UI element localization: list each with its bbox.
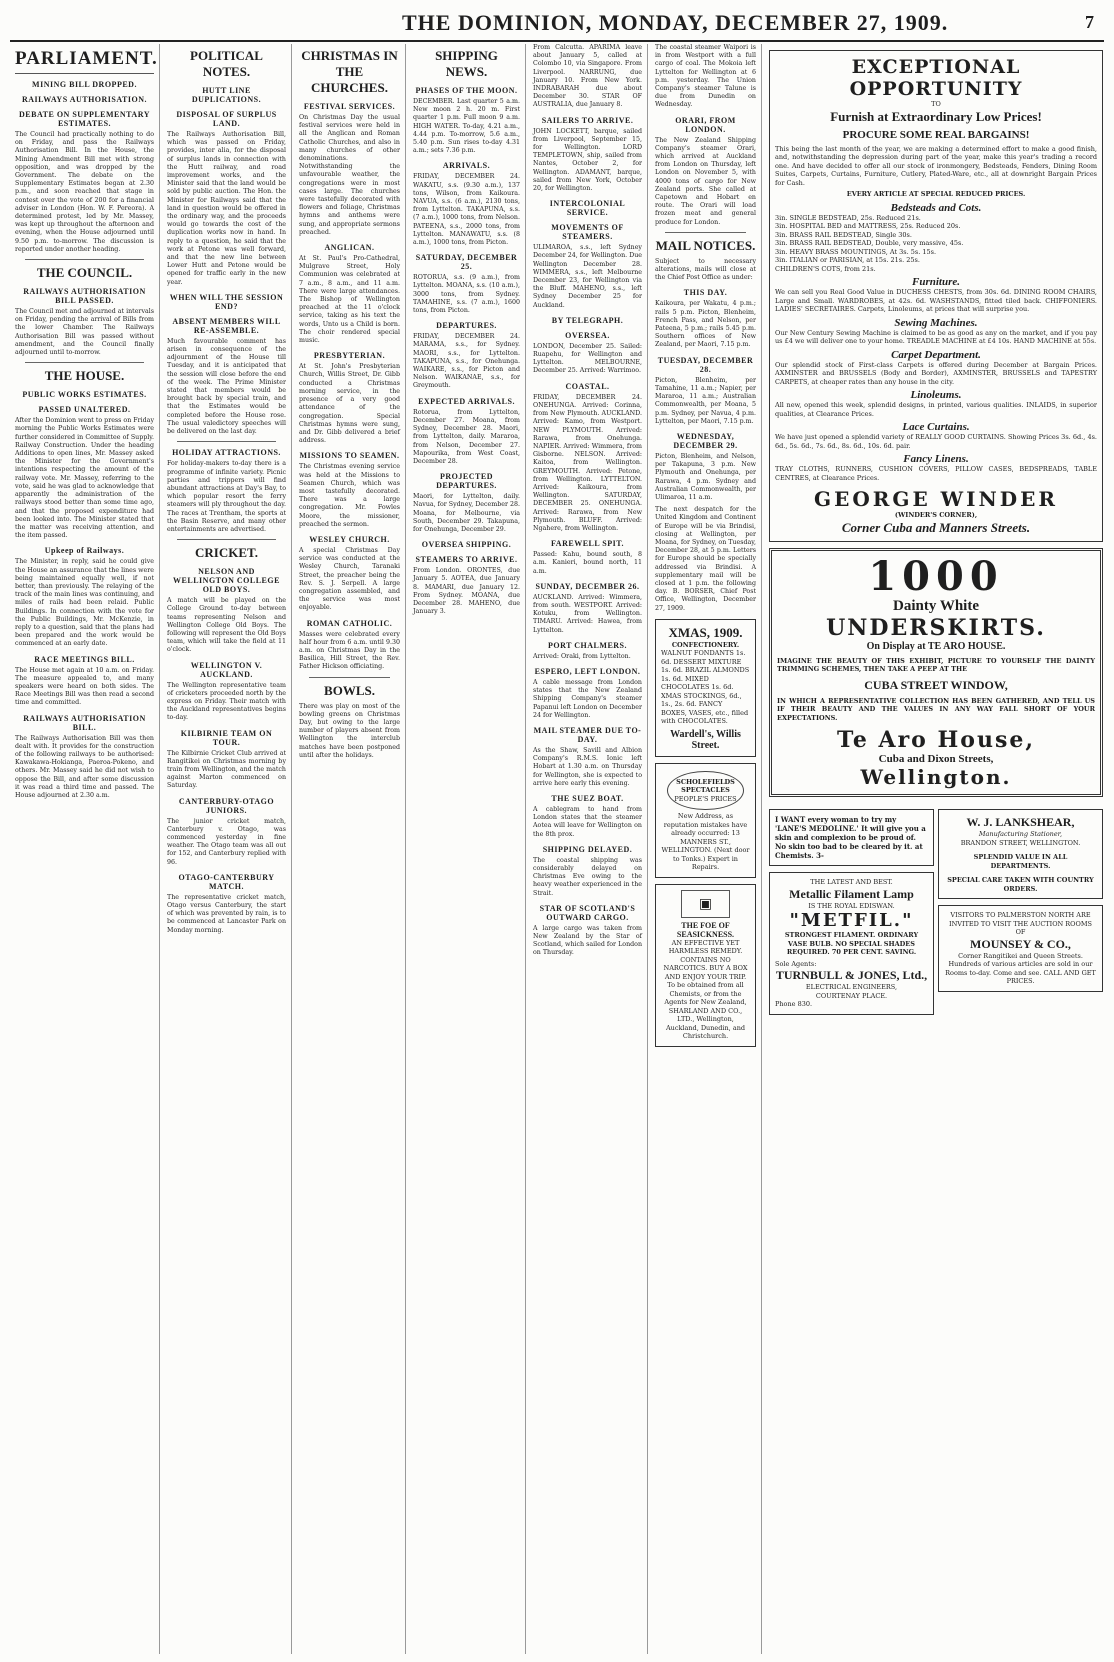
- subheading: MAIL STEAMER DUE TO-DAY.: [533, 725, 642, 744]
- parliament-heading: PARLIAMENT.: [15, 48, 154, 74]
- spectacles-sub: PEOPLE'S PRICES: [674, 794, 737, 803]
- every-article: EVERY ARTICLE AT SPECIAL REDUCED PRICES.: [846, 190, 1026, 198]
- subheading: KILBIRNIE TEAM ON TOUR.: [180, 728, 273, 747]
- mounsey-name: MOUNSEY & CO.,: [970, 936, 1071, 951]
- subheading: RACE MEETINGS BILL.: [34, 654, 135, 664]
- mail-notices-heading: MAIL NOTICES.: [655, 237, 756, 253]
- article-text: Rotorua, from Lyttelton, December 27. Moana, from Sydney, December 28. Maori, from Lyttelton, daily. Mararoa, from Nelson, December 27. Mapourika, from West Coast, December 28.: [413, 408, 520, 465]
- subheading: ESPERO, LEFT LONDON.: [534, 666, 641, 676]
- article-text: The coastal steamer Waipori is in from Westport with a full cargo of coal. The Mokoia left Lyttelton for Wellington at 6 p.m. yesterday. The Union Company's steamer Talune is due from Dunedin on Wednesday.: [655, 44, 756, 109]
- article-text: LONDON, December 25. Sailed: Ruapehu, for Wellington and Lyttelton. MELBOURNE, December 25. Arrived: Warrimoo.: [533, 342, 642, 375]
- subheading: SAILERS TO ARRIVE.: [541, 115, 634, 125]
- subheading: THIS DAY.: [683, 288, 728, 298]
- bed-item: 3in. BRASS RAIL BEDSTEAD, Double, very massive, 45s.: [775, 239, 964, 247]
- underskirts-line2: UNDERSKIRTS.: [826, 614, 1046, 641]
- furniture-heading: Furniture.: [912, 276, 960, 288]
- subheading: Upkeep of Railways.: [44, 546, 125, 556]
- bedsteads-heading: Bedsteads and Cots.: [890, 201, 982, 214]
- subheading: CANTERBURY-OTAGO JUNIORS.: [178, 796, 275, 815]
- subheading: DEPARTURES.: [436, 321, 497, 331]
- column-political-notes: [162, 44, 292, 1654]
- bottom-right-ads: [938, 803, 1103, 1021]
- article-text: JOHN LOCKETT, barque, sailed from Liverpool, September 15, for Wellington. LORD TEMPLETOWN, ship, sailed from Nantes, October 2, for Wellington. ADAMANT, barque, sailed from New York, October 20, for Wellington.: [533, 127, 642, 193]
- opportunity-text: This being the last month of the year, we are making a determined effort to make a good finish, and, notwithstanding the depression during part of the year, make this year's trading a record one. And have decided to offer all our stock of ironmongery, Bedsteads, Fenders, Dining Room Suites, Carpets, Curtains, Furniture, Cutlery, Plated-Ware, etc., all at downright Bargain Prices for Cash.: [775, 144, 1097, 187]
- lankshear-sub: Manufacturing Stationer,: [978, 830, 1063, 838]
- seasickness-ad: [655, 884, 756, 1047]
- article-text: Picton, Blenheim, per Tamahine, 11 a.m.; Napier, per Mararoa, 11 a.m.; Australian Commonwealth, per Moana, 5 p.m. Sydney, per Navua, 4 p.m. Lyttelton, per Maori, 7.15 p.m.: [655, 376, 756, 425]
- subheading: ROMAN CATHOLIC.: [306, 618, 393, 628]
- article-text: The Minister, in reply, said he could give the House an assurance that the lines were being maintained equally well, if not better, than previously. The relaying of the track of the main lines was continuing, and miles of rails had been relaid. Public Buildings. In connection with the vote for the Public Buildings, Mr. McKenzie, in reply to a question, said that the plans had been prepared and the work would be commenced at an early date.: [15, 558, 154, 648]
- te-aro-house: Te Aro House,: [837, 727, 1035, 753]
- political-notes-heading: POLITICAL NOTES.: [190, 48, 263, 79]
- subheading: PORT CHALMERS.: [547, 640, 628, 650]
- subheading: MOVEMENTS OF STEAMERS.: [551, 223, 624, 242]
- article-text: From Calcutta. APARIMA leave about January 5, called at Colombo 10, via Singapore. From Liverpool. NARRUNG, due January 10. From New York. INDRABARAH due about December 30. STAR OF AUSTRALIA, due January 8.: [533, 44, 642, 109]
- article-text: A match will be played on the College Ground to-day between teams representing Nelson and Wellington College Old Boys. The following will represent the Old Boys team, which will take the field at 11 o'clock.: [167, 597, 286, 654]
- lankshear-text1: SPLENDID VALUE IN ALL DEPARTMENTS.: [973, 853, 1068, 870]
- lozenge-box-icon: ▣: [681, 890, 730, 918]
- subheading: PASSED UNALTERED.: [38, 405, 131, 415]
- metfil-agents: Sole Agents:: [775, 959, 817, 968]
- opportunity-to: TO: [931, 100, 941, 108]
- mounsey-ad: [938, 905, 1103, 992]
- article-text: On Christmas Day the usual festival services were held in all the Anglican and Roman Catholic Churches, and also in many churches of other denominations. Notwithstanding the unfavourable weather, the congregations were in most cases large. The churches were tastefully decorated with flowers and foliage, Christmas hymns and anthems were sung, and appropriate sermons preached.: [299, 114, 400, 236]
- column-shipping-continued: [528, 44, 648, 1654]
- subheading: SHIPPING DELAYED.: [542, 844, 633, 854]
- metfil-phone: Phone 830.: [775, 1000, 813, 1008]
- article-text: A cablegram to hand from London states that the steamer Aotea will leave for Wellington on the 8th prox.: [533, 806, 642, 838]
- divider: [177, 539, 276, 540]
- metfil-agent-name: TURNBULL & JONES, Ltd.,: [775, 968, 928, 982]
- spectacles-ad: [655, 763, 756, 878]
- xmas-ad-title: XMAS, 1909.: [668, 624, 743, 640]
- article-text: The Railways Authorisation Bill, which was passed on Friday, provides, inter alia, for the disposal of surplus lands in connection with the Hutt railway, and road improvement works, and the Minister said that the land would be sold by public auction. The Hon. the Minister for Railways said that the land in question would be offered in the ordinary way, and the proceeds would go towards the cost of the duplication works now in hand. In reply to a question, he said that the work at Petone was well forward, and that the new line between Lower Hutt and Petone would be opened for traffic early in the new year.: [167, 131, 286, 286]
- column-parliament: [10, 44, 160, 1654]
- subheading: TUESDAY, DECEMBER 28.: [657, 355, 754, 374]
- sewing-heading: Sewing Machines.: [894, 316, 978, 329]
- seasickness-title: THE FOE OF SEASICKNESS.: [676, 920, 735, 939]
- underskirts-line1: Dainty White: [893, 597, 979, 614]
- article-text: DECEMBER. Last quarter 5 a.m. New moon 2 h. 20 m. First quarter 1 p.m. Full moon 9 a.m. HIGH WATER. To-day, 4.21 a.m., 4.44 p.m. To-morrow, 5.6 a.m., 5.40 p.m. Sun rises to-day 4.31 a.m.; sets 7.36 p.m.: [413, 98, 520, 155]
- article-text: A cable message from London states that the New Zealand Shipping Company's steamer Papanui left London on December 24 for Wellington.: [533, 678, 642, 719]
- bowls-heading: BOWLS.: [324, 682, 375, 698]
- column-mail-notices: [650, 44, 762, 1654]
- article-text: The New Zealand Shipping Company's steamer Orari, which arrived at Auckland from London on Thursday, left London on November 5, with 4000 tons of cargo for New Zealand ports. She called at Capetown and Hobart en route. The Orari will load frozen meat and general produce for London.: [655, 136, 756, 226]
- article-text: At St. Paul's Pro-Cathedral, Mulgrave Street, Holy Communion was celebrated at 7 a.m., 8 a.m., and 11 a.m. There were large attendances. The Bishop of Wellington preached at the 11 o'clock service, taking as his text the words, Unto us a Child is born. The choir rendered special music.: [299, 255, 400, 345]
- article-text: At St. John's Presbyterian Church, Willis Street, Dr. Gibb conducted a Christmas morning service, in the presence of a very good attendance of the congregation. Special Christmas hymns were sung, and Dr. Gibb delivered a brief address.: [299, 363, 400, 445]
- subheading: PROJECTED DEPARTURES.: [436, 472, 497, 491]
- page-number: 7: [1085, 12, 1094, 32]
- medoline-text: I WANT every woman to try my 'LANE'S MEDOLINE.' It will give you a skin and complexion to be proud of. No skin too bad to be cleared by it. at Chemists. 3-: [775, 815, 926, 860]
- cricket-heading: CRICKET.: [195, 545, 258, 561]
- article-text: ULIMAROA, s.s., left Sydney December 24, for Wellington. Due Wellington December 28. WIMMERA, s.s., left Melbourne December 23, for Wellington via the Bluff. MAHENO, s.s., left Sydney December 25 for Auckland.: [533, 244, 642, 309]
- article-text: The House met again at 10 a.m. on Friday. The measure appealed to, and many speakers were heard on both sides. The Race Meetings Bill was then read a second time and committed.: [15, 666, 154, 707]
- column-advertisements: [764, 44, 1108, 1654]
- subheading: NELSON AND WELLINGTON COLLEGE OLD BOYS.: [173, 567, 280, 595]
- subheading: WHEN WILL THE SESSION END?: [169, 292, 284, 311]
- article-text: The coastal shipping was considerably delayed on Christmas Eve owing to the heavy weather experienced in the Strait.: [533, 856, 642, 897]
- article-text: The junior cricket match, Canterbury v. Otago, was commenced yesterday in fine weather. The Otago team was all out for 152, and Canterbury replied with 96.: [167, 817, 286, 866]
- subheading: WELLINGTON V. AUCKLAND.: [190, 660, 263, 679]
- article-text: Subject to necessary alterations, mails will close at the Chief Post Office as under:: [655, 257, 756, 282]
- divider: [25, 259, 144, 260]
- subheading: PRESBYTERIAN.: [313, 351, 386, 361]
- article-text: The Council had practically nothing to do on Friday, and pass the Railways Authorisation Bill. In the House, the Mining Amendment Bill met with strong opposition, and was dropped by the Government. The debate on the Supplementary Estimates began at 2.30 p.m., and soon reached that stage in contest over the vote of 200 for a financial adviser in London (Hon. W. F. Pereora). A determined protest, led by Mr. Massey, was kept up throughout the afternoon and evening, when the House adjourned until 9.50 p.m. to-morrow. The discussion is reported under another heading.: [15, 131, 154, 253]
- metfil-royal: IS THE ROYAL EDISWAN.: [808, 901, 895, 910]
- subheading: ARRIVALS.: [442, 161, 491, 171]
- masthead: [10, 6, 1104, 42]
- xmas-ad-sub: CONFECTIONERY.: [671, 640, 740, 649]
- subheading: OVERSEA.: [565, 330, 610, 340]
- xmas-confectionery-ad: [655, 619, 756, 757]
- subheading: RAILWAYS AUTHORISATION BILL PASSED.: [23, 287, 146, 306]
- subheading: FAREWELL SPIT.: [551, 539, 624, 549]
- divider: [25, 362, 144, 363]
- furniture-text: We can sell you Real Good Value in DUCHESS CHESTS, from 30s. 6d. DINING ROOM CHAIRS, Large and Small. WARDROBES, at 42s. 6d. WASHSTANDS, fitted tiled back. CHIFFONIERS. LADIES' SECRETAIRES. Carpets, Linoleums, at prices that will surprise you.: [775, 288, 1097, 313]
- subheading: WEDNESDAY, DECEMBER 29.: [673, 431, 738, 450]
- article-text: Much favourable comment has arisen in consequence of the adjournment of the House till Tuesday, and it is anticipated that the session will close before the end of the week. The Prime Minister stated that members would be brought back by special train, and that the Estimates would be completed before the House rose. The usual valedictory speeches will be delivered on the last day.: [167, 337, 286, 436]
- bottom-left-ads: [769, 803, 934, 1021]
- opportunity-line: PROCURE SOME REAL BARGAINS!: [842, 128, 1030, 141]
- metfil-agent-sub: ELECTRICAL ENGINEERS,: [805, 983, 898, 991]
- bed-item: 3in. HEAVY BRASS MOUNTINGS, At 3s. 5s. 15s.: [775, 247, 937, 256]
- subheading: STEAMERS TO ARRIVE.: [415, 555, 518, 565]
- subheading: PUBLIC WORKS ESTIMATES.: [22, 390, 147, 400]
- subheading: ABSENT MEMBERS WILL RE-ASSEMBLE.: [172, 316, 281, 335]
- article-text: The Kilbirnie Cricket Club arrived at Rangitikei on Christmas morning by train from Wellington, and the match against Marton commenced on Saturday.: [167, 749, 286, 790]
- winder-name: GEORGE WINDER: [814, 487, 1058, 511]
- article-text: A special Christmas Day service was conducted at the Wesley Church, Taranaki Street, the preacher being the Rev. S. J. Serpell. A large congregation assembled, and the service was most enjoyable.: [299, 546, 400, 612]
- bed-item: 3in. HOSPITAL BED and MATTRESS, 25s. Reduced 20s.: [775, 222, 961, 230]
- subheading: HUTT LINE DUPLICATIONS.: [191, 86, 262, 104]
- spectacles-text: New Address, as reputation mistakes have already occurred: 13 MANNERS ST., WELLINGTON. (Next door to Tonks.) Expert in Repairs.: [661, 812, 750, 872]
- subheading: OTAGO-CANTERBURY MATCH.: [178, 872, 275, 891]
- article-text: Maori, for Lyttelton, daily. Navua, for Sydney, December 28. Moana, for Melbourne, via South, December 29. Takapuna, for Onehunga, December 29.: [413, 493, 520, 533]
- subheading: ANGLICAN.: [324, 243, 375, 253]
- article-text: The Christmas evening service was held at the Missions to Seamen Church, which was most tastefully decorated. There was a large congregation. Mr. Fowles Moore, the missioner, preached the sermon.: [299, 463, 400, 528]
- house-heading: THE HOUSE.: [44, 368, 125, 384]
- divider: [309, 677, 390, 678]
- subheading: BY TELEGRAPH.: [551, 315, 624, 325]
- article-text: FRIDAY, DECEMBER 24. MARAMA, s.s., for Sydney. MAORI, s.s., for Lyttelton. TAKAPUNA, s.s., for Onehunga. WAIKARE, s.s., for Picton and Nelson. WAIKANAE, s.s., for Greymouth.: [413, 333, 520, 390]
- underskirts-ad: [769, 548, 1103, 798]
- subheading: SATURDAY, DECEMBER 25.: [415, 253, 518, 272]
- bottom-ads-row: [769, 803, 1103, 1021]
- metfil-lamp-ad: [769, 872, 934, 1015]
- winder-address: Corner Cuba and Manners Streets.: [841, 519, 1031, 535]
- bed-item: 3in. ITALIAN or PARISIAN, at 15s. 21s. 25s.: [775, 256, 920, 264]
- lankshear-ad: [938, 809, 1103, 899]
- article-text: For holiday-makers to-day there is a programme of infinite variety. Picnic parties and trippers will find abundant attractions at Day's Bay, to which popular resort the ferry steamers will ply throughout the day. The races at Trentham, the sports at the Basin Reserve, and many other entertainments are advertised.: [167, 460, 286, 533]
- metfil-top: THE LATEST AND BEST.: [810, 878, 893, 886]
- churches-heading: CHRISTMAS IN THE CHURCHES.: [301, 48, 398, 95]
- xmas-ad-text: WALNUT FONDANTS 1s. 6d. DESSERT MIXTURE 1s. 6d. BRAZIL ALMONDS 1s. 6d. MIXED CHOCOLATES 1s. 6d. XMAS STOCKINGS, 6d., 1s., 2s. 6d. FANCY BOXES, VASES, etc., filled with CHOCOLATES.: [661, 649, 750, 726]
- sewing-text: Our New Century Sewing Machine is claimed to be as good as any on the market, and if you pay us £4 we will deliver one to your home. TREADLE MACHINE at £4 10s. HAND MACHINE at 55s.: [775, 328, 1097, 345]
- masthead-title: THE DOMINION, MONDAY, DECEMBER 27, 1909.: [402, 10, 949, 35]
- article-text: FRIDAY, DECEMBER 24. WAKATU, s.s. (9.30 a.m.), 137 tons, Wilson, from Kaikoura. NAVUA, s.s. (6 a.m.), 2130 tons, from Lyttelton. TAKAPUNA, s.s. (7 a.m.), 1000 tons, from Nelson. PATEENA, s.s., 2000 tons, from Lyttelton. MANAWATU, s.s. (8 a.m.), 1000 tons, from Picton.: [413, 173, 520, 247]
- underskirts-line3: On Display at TE ARO HOUSE.: [866, 640, 1006, 652]
- divider: [177, 441, 276, 442]
- article-text: Picton, Blenheim, and Nelson, per Takapuna, 3 p.m. New Plymouth and Onehunga, per Rarawa, 4 p.m. Sydney and Australian Commonwealth, per Ulimaroa, 11 a.m.: [655, 452, 756, 501]
- bed-item: 3in. SINGLE BEDSTEAD, 25s. Reduced 21s.: [775, 213, 921, 222]
- te-aro-streets: Cuba and Dixon Streets,: [878, 753, 994, 765]
- carpet-text: Our splendid stock of First-class Carpets is offered during December at Bargain Prices. AXMINSTER and BRUSSELS (Body and Border), AXMINSTER, BRUSSELS and TAPESTRY CARPETS, at cheaper rates than any house in the city.: [775, 360, 1097, 386]
- linoleum-text: All new, opened this week, splendid designs, in printed, various qualities. INLAIDS, in superior qualities, at Clearance Prices.: [775, 401, 1097, 418]
- article-text: Arrived: Oraki, from Lyttelton.: [533, 652, 631, 660]
- subheading: DEBATE ON SUPPLEMENTARY ESTIMATES.: [19, 110, 150, 128]
- lankshear-addr: BRANDON STREET, WELLINGTON.: [960, 838, 1081, 847]
- te-aro-city: Wellington.: [860, 765, 1012, 789]
- article-text: The Wellington representative team of cricketers proceeded north by the express on Friday. Their match with the Auckland representatives begins to-day.: [167, 681, 286, 722]
- column-shipping: [408, 44, 526, 1654]
- article-text: The Council met and adjourned at intervals on Friday, pending the arrival of Bills from the lower Chamber. The Railways Authorisation Bill was passed without amendment, and the Council finally adjourned until to-morrow.: [15, 308, 154, 357]
- bed-item: 3in. BRASS RAIL BEDSTEAD, Single 30s.: [775, 230, 912, 239]
- opportunity-sub: Furnish at Extraordinary Low Prices!: [830, 108, 1042, 124]
- subheading: OVERSEA SHIPPING.: [421, 540, 512, 550]
- carpet-heading: Carpet Department.: [891, 348, 981, 361]
- article-text: The representative cricket match, Otago versus Canterbury, the start of which was prevented by rain, is to be commenced at Lancaster Park on Monday morning.: [167, 893, 286, 934]
- article-text: ROTORUA, s.s. (9 a.m.), from Lyttelton. MOANA, s.s. (10 a.m.), 3000 tons, from Sydney. TAMAHINE, s.s. (7 a.m.), 1600 tons, from Picton.: [413, 274, 520, 315]
- mounsey-text2: Corner Rangitikei and Queen Streets. Hundreds of various articles are sold in our Rooms to-day. Come and see. CALL AND GET PRICES.: [945, 951, 1096, 985]
- subheading: RAILWAYS AUTHORISATION BILL.: [23, 713, 146, 732]
- lace-heading: Lace Curtains.: [902, 421, 970, 433]
- metfil-brand: "METFIL.": [789, 910, 914, 931]
- medoline-ad: [769, 809, 934, 866]
- metfil-agent-addr: COURTENAY PLACE.: [815, 991, 888, 1000]
- spectacles-badge: [667, 771, 744, 811]
- fancy-linens-heading: Fancy Linens.: [903, 453, 969, 465]
- subheading: MINING BILL DROPPED.: [32, 80, 137, 89]
- spectacles-badge-text: SCHOLEFIELDS SPECTACLES: [676, 777, 735, 795]
- subheading: COASTAL.: [565, 381, 610, 391]
- wardell-title: Wardell's, Willis Street.: [670, 728, 741, 751]
- shipping-heading: SHIPPING NEWS.: [435, 48, 498, 79]
- winder-sub: (WINDER'S CORNER),: [894, 511, 978, 519]
- subheading: ORARI, FROM LONDON.: [675, 115, 736, 134]
- bed-item: CHILDREN'S COTS, from 21s.: [775, 264, 876, 273]
- subheading: HOLIDAY ATTRACTIONS.: [172, 448, 281, 458]
- article-text: Kaikoura, per Wakatu, 4 p.m.; rails 5 p.m. Picton, Blenheim, French Pass, and Nelson, per Pateena, 5 p.m.; rails 5.45 p.m. Southern offices of New Zealand, per Maori, 7.15 p.m.: [655, 300, 756, 349]
- metfil-text: STRONGEST FILAMENT. ORDINARY VASE BULB. NO SPECIAL SHADES REQUIRED. 70 PER CENT. SAVING.: [784, 931, 919, 956]
- column-churches: [294, 44, 406, 1654]
- council-heading: THE COUNCIL.: [36, 265, 133, 281]
- subheading: MISSIONS TO SEAMEN.: [299, 451, 400, 461]
- article-text: Passed: Kahu, bound south, 8 a.m. Kanieri, bound north, 11 a.m.: [533, 551, 642, 575]
- opportunity-title: EXCEPTIONAL OPPORTUNITY: [849, 56, 1023, 100]
- subheading: WESLEY CHURCH.: [309, 534, 390, 544]
- fancy-linens-text: TRAY CLOTHS, RUNNERS, CUSHION COVERS, PILLOW CASES, BEDSPREADS, TABLE CENTRES, at Clearance Prices.: [775, 465, 1097, 482]
- seasickness-text: AN EFFECTIVE YET HARMLESS REMEDY. CONTAINS NO NARCOTICS. BUY A BOX AND ENJOY YOUR TRIP. To be obtained from all Chemists, or from the Agents for New Zealand, SHARLAND AND CO., LTD., Wellington, Auckland, Dunedin, and Christchurch.: [663, 938, 748, 1041]
- subheading: INTERCOLONIAL SERVICE.: [549, 199, 626, 218]
- subheading: RAILWAYS AUTHORISATION.: [21, 95, 148, 104]
- article-text: AUCKLAND. Arrived: Wimmera, from south. WESTPORT. Arrived: Kotuku, from Wellington. TIMARU. Arrived: Hawea, from Lyttelton.: [533, 593, 642, 634]
- article-text: The next despatch for the United Kingdom and Continent of Europe will be via Brindisi, closing at Wellington, per Moana, for Sydney, on Tuesday, December 28, at 5 p.m. Letters for Europe should be specially addressed via Brindisi. A supplementary mail will be closed at 1 p.m. the following day. B. BORSER, Chief Post Office, Wellington, December 27, 1909.: [655, 506, 756, 612]
- underskirts-text: IMAGINE THE BEAUTY OF THIS EXHIBIT, PICTURE TO YOURSELF THE DAINTY TRIMMING SCHEMES, THEN TAKE A PEEP AT THE: [777, 656, 1095, 673]
- lankshear-title: W. J. LANKSHEAR,: [966, 815, 1075, 829]
- winder-ad: [769, 50, 1103, 542]
- article-text: A large cargo was taken from New Zealand by the Star of Scotland, which sailed for London on Thursday.: [533, 924, 642, 957]
- article-text: There was play on most of the bowling greens on Christmas Day, but owing to the large number of players absent from Wellington the interclub matches have been postponed until after the holidays.: [299, 702, 400, 759]
- article-text: The Railways Authorisation Bill was then dealt with. It provides for the construction of the following railways to be authorised: Kawakawa-Hokianga, Paeroa-Pokeno, and others. Mr. Massey said he did not wish to oppose the Bill, and after some discussion it was read a third time and passed. The House adjourned at 2.30 a.m.: [15, 734, 154, 799]
- subheading: FESTIVAL SERVICES.: [303, 102, 396, 111]
- subheading: STAR OF SCOTLAND'S OUTWARD CARGO.: [539, 903, 636, 922]
- metfil-title: Metallic Filament Lamp: [789, 886, 914, 901]
- article-text: FRIDAY, DECEMBER 24. ONEHUNGA. Arrived: Corinna, from New Plymouth. AUCKLAND. Arrived: Kamo, from Westport. NEW PLYMOUTH. Arrived: Rarawa, from Onehunga. NAPIER. Arrived: Wimmera, from Gisborne. NELSON. Arrived: Kaitoa, from Wellington. GREYMOUTH. Arrived: Petone, from Wellington. LYTTELTON. Arrived: Kaikoura, from Wellington. SATURDAY, DECEMBER 25. ONEHUNGA. Arrived: Rarawa, from New Plymouth. BLUFF. Arrived: Ngahere, from Wellington.: [533, 393, 642, 532]
- divider: [665, 232, 746, 233]
- linoleum-heading: Linoleums.: [910, 389, 962, 401]
- underskirts-window: CUBA STREET WINDOW,: [864, 677, 1008, 692]
- article-text: As the Shaw, Savill and Albion Company's R.M.S. Ionic left Hobart at 1.30 a.m. on Thursday for Wellington, she is expected to arrive here early this evening.: [533, 746, 642, 787]
- article-text: From London. ORONTES, due January 5. AOTEA, due January 8. MAMARI, due January 12. From Sydney. MOANA, due December 28. MAHENO, due January 3.: [413, 567, 520, 616]
- lankshear-text2: SPECIAL CARE TAKEN WITH COUNTRY ORDERS.: [947, 876, 1094, 893]
- article-text: After the Dominion went to press on Friday morning the Public Works Estimates were further considered in Committee of Supply. Railway Construction. Under the heading Additions to open lines, Mr. Massey asked the Minister for the Government's intentions respecting the amount of the railway vote. Mr. Massey, referring to the vote, said he was glad to acknowledge that apparently the administration of the railways stood better than some time ago, and that the proposed expenditure had been looked into. The Minister stated that the matter was receiving attention, and the item passed.: [15, 417, 154, 540]
- subheading: EXPECTED ARRIVALS.: [418, 396, 515, 406]
- subheading: DISPOSAL OF SURPLUS LAND.: [176, 110, 277, 128]
- article-text: Masses were celebrated every half hour from 6 a.m. until 9.30 a.m. on Christmas Day in the Basilica, Hill Street, the Rev. Father Hickson officiating.: [299, 630, 400, 671]
- underskirts-number: 1000: [868, 552, 1004, 600]
- subheading: SUNDAY, DECEMBER 26.: [535, 581, 640, 591]
- mounsey-text: VISITORS TO PALMERSTON NORTH ARE INVITED TO VISIT THE AUCTION ROOMS OF: [949, 911, 1092, 936]
- subheading: PHASES OF THE MOON.: [415, 86, 518, 95]
- subheading: THE SUEZ BOAT.: [551, 794, 624, 803]
- underskirts-text2: IN WHICH A REPRESENTATIVE COLLECTION HAS BEEN GATHERED, AND TELL US IF THEIR BEAUTY AND THE VALUES IN ANY WAY FALL SHORT OF YOUR EXPECTATIONS.: [777, 696, 1095, 722]
- lace-text: We have just opened a splendid variety of REALLY GOOD CURTAINS. Showing Prices 3s. 6d., 4s. 6d., 5s. 6d., 7s. 6d., 8s. 6d., 10s. 6d. pair.: [775, 433, 1097, 450]
